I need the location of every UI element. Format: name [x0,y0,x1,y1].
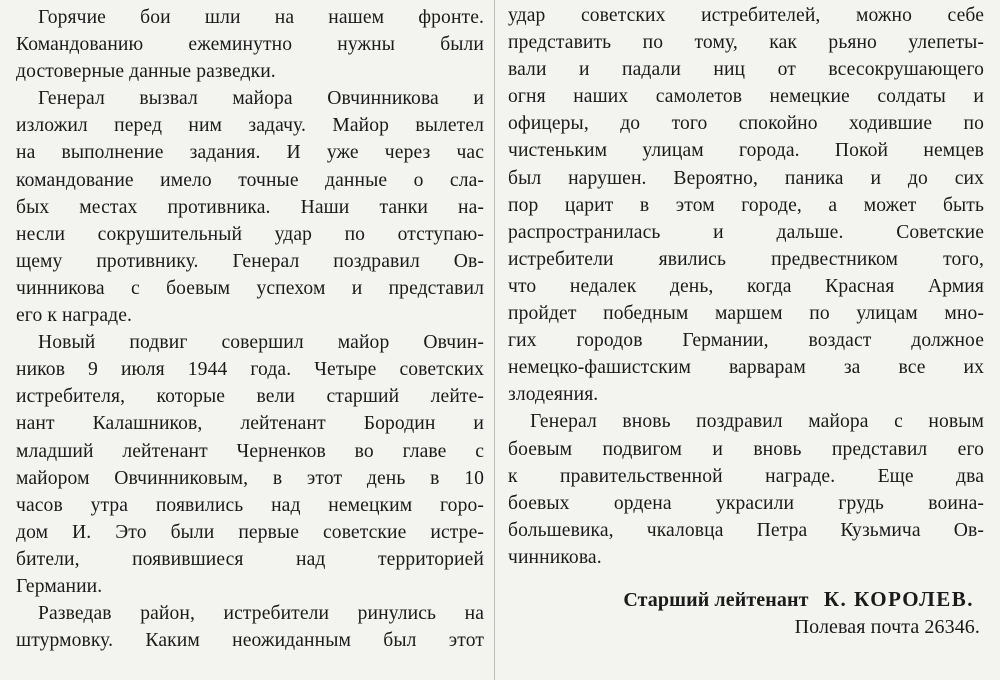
text-line: щему противнику. Генерал поздравил Ов- [16,250,484,272]
text-line: часов утра появились над немецким горо- [16,494,484,516]
text-line: пор царит в этом городе, а может быть [508,194,984,216]
text-line: младший лейтенант Черненков во главе с [16,440,484,462]
text-line: чинникова. [508,546,602,568]
text-line: майором Овчинниковым, в этот день в 10 [16,467,484,489]
text-line: распространилась и дальше. Советские [508,221,984,243]
text-line: изложил перед ним задачу. Майор вылетел [16,115,484,137]
text-line: боевым подвигом и вновь представил его [508,438,984,460]
text-line: ников 9 июля 1944 года. Четыре советских [16,359,484,381]
field-post: Полевая почта 26346. [794,616,980,639]
right-column [508,2,984,641]
right-column-body [508,2,984,571]
signature-rank: Старший лейтенант [623,588,809,611]
text-line: нант Калашников, лейтенант Бородин и [16,413,484,435]
paragraph [16,85,484,329]
text-line: Генерал вызвал майора Овчинникова и [38,88,484,110]
paragraph [16,329,484,600]
text-line: офицеры, до того спокойно ходившие по [508,113,984,135]
paragraph [508,2,984,408]
text-line: бители, появившиеся над территорией [16,548,484,570]
text-line: истребителя, которые вели старший лейте- [16,386,484,408]
text-line: Германии. [16,575,103,597]
column-divider [494,0,495,680]
left-column [16,4,484,654]
text-line: истребители явились предвестником того, [508,248,984,270]
text-line: злодеяния. [508,384,599,406]
text-line: Командованию ежеминутно нужны были [16,34,484,56]
text-line: штурмовку. Каким неожиданным был этот [16,630,484,652]
text-line: Разведав район, истребители ринулись на [38,603,484,625]
text-line: боевых ордена украсили грудь воина- [508,492,984,514]
text-line: удар советских истребителей, можно себе [508,5,984,26]
signature [508,586,984,614]
text-line: его к награде. [16,305,133,327]
text-line: Новый подвиг совершил майор Овчин- [38,332,484,354]
text-line: на выполнение задания. И уже через час [16,142,484,164]
text-line: несли сокрушительный удар по отступаю- [16,223,484,245]
text-line: Горячие бои шли на нашем фронте. [38,7,484,28]
text-line: дом И. Это были первые советские истре- [16,521,484,543]
text-line: к правительственной награде. Еще два [508,465,984,487]
text-line: пройдет победным маршем по улицам мно- [508,303,984,325]
text-line: немецко-фашистским варварам за все их [508,357,984,379]
text-line: бых местах противника. Наши танки на- [16,196,484,218]
paragraph [508,408,984,571]
text-line: вали и падали ниц от всесокрушающего [508,59,984,81]
text-line: чинникова с боевым успехом и представил [16,277,484,299]
paragraph [16,4,484,85]
text-line: достоверные данные разведки. [16,61,276,83]
text-line: что недалек день, когда Красная Армия [508,275,984,297]
text-line: чистеньким улицам города. Покой немцев [508,140,984,162]
text-line: гих городов Германии, воздаст должное [508,330,984,352]
text-line: огня наших самолетов немецкие солдаты и [508,86,984,108]
paragraph [16,600,484,654]
text-line: Генерал вновь поздравил майора с новым [530,411,984,433]
text-line: командование имело точные данные о сла- [16,169,484,191]
signature-name: К. КОРОЛЕВ. [823,586,974,611]
text-line: большевика, чкаловца Петра Кузьмича Ов- [508,519,984,541]
text-line: был нарушен. Вероятно, паника и до сих [508,167,984,189]
text-line: представить по тому, как рьяно улепеты- [508,32,984,54]
